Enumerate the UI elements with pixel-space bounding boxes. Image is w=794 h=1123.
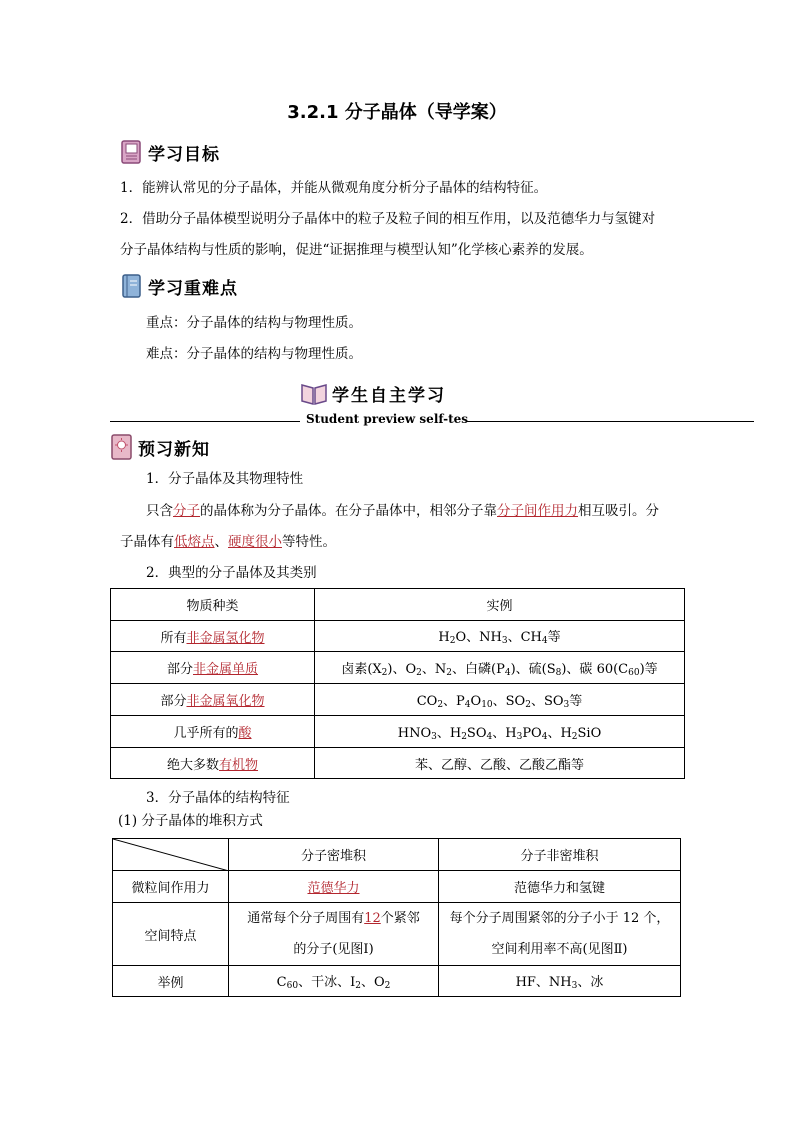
crystal-types-table (110, 588, 685, 779)
table-header: 分子密堆积 (229, 839, 439, 871)
notebook-icon (120, 273, 144, 299)
open-book-icon (300, 380, 328, 406)
answer-fill: 低熔点 (174, 534, 215, 550)
section-1-para-line1: 只含分子的晶体称为分子晶体。在分子晶体中，相邻分子靠分子间作用力相互吸引。分 (146, 503, 659, 519)
goal-2-cont: 分子晶体结构与性质的影响，促进“证据推理与模型认知”化学核心素养的发展。 (120, 242, 593, 258)
table-header: 分子非密堆积 (439, 839, 681, 871)
banner-subtitle: Student preview self-tes (306, 412, 469, 426)
table-row: 所有非金属氢化物 $H_2O$、$NH_3$、$CH_4$等 (111, 621, 685, 652)
table-header: 实例 (315, 589, 685, 621)
table-header-row (111, 589, 685, 621)
table-header-row (113, 839, 681, 871)
table-row: 绝大多数有机物 苯、乙醇、乙酸、乙酸乙酯等 (111, 748, 685, 779)
goals-heading: 学习目标 (120, 139, 220, 165)
goal-2: 2．借助分子晶体模型说明分子晶体中的粒子及粒子间的相互作用，以及范德华力与氢键对 (120, 211, 656, 227)
table-row: 微粒间作用力 范德华力 范德华力和氢键 (113, 871, 681, 903)
section-3-subtitle: (1) 分子晶体的堆积方式 (118, 813, 263, 829)
diagonal-cell (113, 839, 229, 871)
key-important: 重点：分子晶体的结构与物理性质。 (146, 315, 362, 331)
answer-fill: 分子间作用力 (497, 503, 578, 519)
key-heading: 学习重难点 (120, 273, 238, 299)
diagonal-line (113, 839, 229, 871)
preview-heading: 预习新知 (110, 433, 210, 461)
banner-line-right (466, 421, 754, 422)
table-row: 几乎所有的酸 $HNO_3$、$H_2SO_4$、$H_3PO_4$、$H_2SiO$ (111, 716, 685, 748)
section-2-title: 2．典型的分子晶体及其类别 (146, 565, 317, 581)
table-row: 空间特点 通常每个分子周围有12个紧邻 的分子(见图Ⅰ) 每个分子周围紧邻的分子小于 12 个， 空间利用率不高(见图Ⅱ) (113, 903, 681, 966)
stacking-table (112, 838, 681, 997)
section-3-title: 3．分子晶体的结构特征 (146, 790, 290, 806)
banner-line-left (110, 421, 300, 422)
table-row: 部分非金属氧化物 $CO_2$、$P_4O_{10}$、$SO_2$、$SO_3$等 (111, 684, 685, 716)
section-1-title: 1．分子晶体及其物理特性 (146, 471, 304, 487)
table-row: 部分非金属单质 卤素$(X_2)$、$O_2$、$N_2$、白磷$(P_4)$、硫$(S_8)$、碳 $60(C_{60})$等 (111, 652, 685, 684)
answer-fill: 分子 (173, 503, 200, 519)
answer-fill: 硬度很小 (228, 534, 282, 550)
key-difficult: 难点：分子晶体的结构与物理性质。 (146, 346, 362, 362)
page-title: 3.2.1 分子晶体（导学案） (287, 102, 507, 123)
table-row: 举例 $C_{60}$、干冰、$I_2$、$O_2$ HF、$NH_3$、冰 (113, 966, 681, 997)
goal-1: 1．能辨认常见的分子晶体，并能从微观角度分析分子晶体的结构特征。 (120, 180, 548, 196)
section-1-para-line2: 子晶体有低熔点、硬度很小等特性。 (120, 534, 336, 550)
table-header: 物质种类 (111, 589, 315, 621)
book-icon (120, 139, 144, 165)
sun-book-icon (110, 433, 134, 461)
banner: 学生自主学习 (300, 380, 446, 406)
